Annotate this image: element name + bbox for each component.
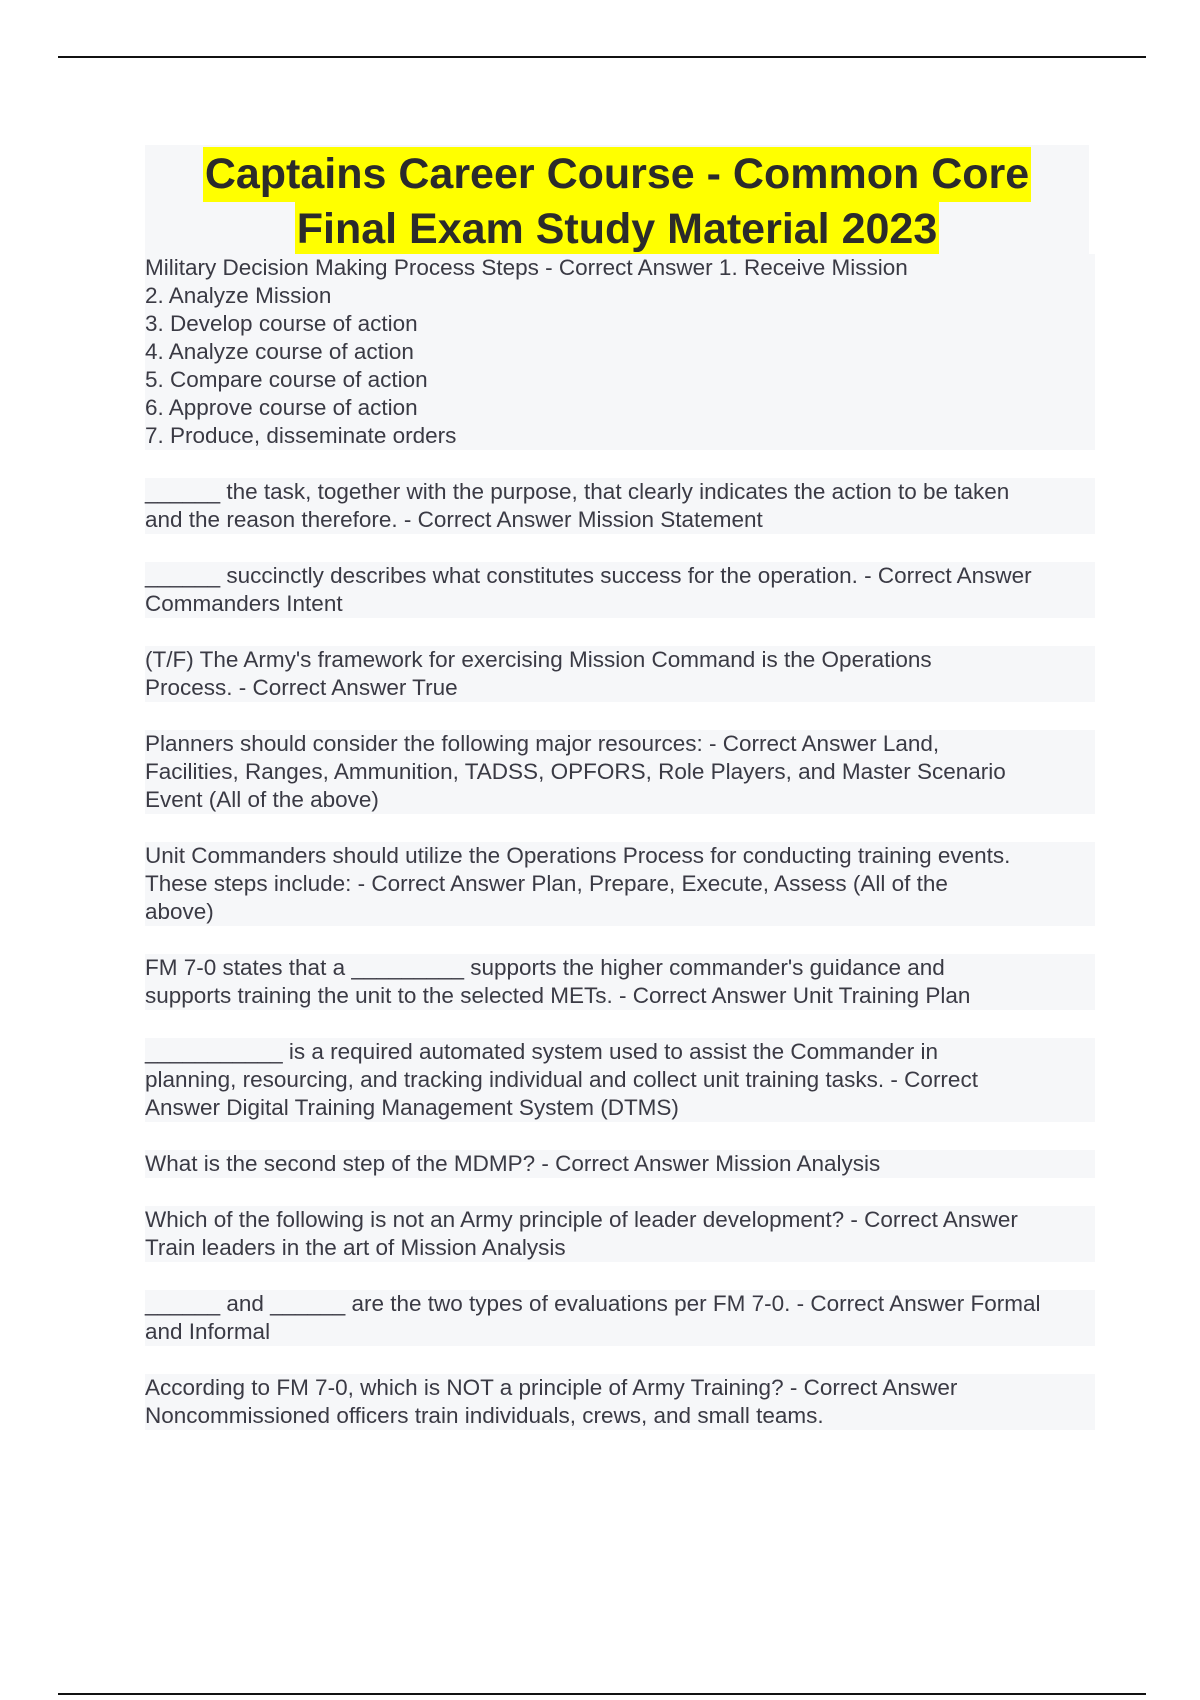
title-line-2: Final Exam Study Material 2023	[295, 202, 940, 257]
header-rule	[58, 56, 1146, 58]
qa-entry: Planners should consider the following major resources: - Correct Answer Land, Facilities, Ranges, Ammunition, TADSS, OPFORS, Role Players, and Master Scenario Event (All of the above)	[145, 730, 1095, 814]
qa-entry: FM 7-0 states that a _________ supports the higher commander's guidance and supports training the unit to the selected METs. - Correct Answer Unit Training Plan	[145, 954, 1095, 1010]
qa-entry: ______ and ______ are the two types of evaluations per FM 7-0. - Correct Answer Formal and Informal	[145, 1290, 1095, 1346]
qa-entry: What is the second step of the MDMP? - Correct Answer Mission Analysis	[145, 1150, 1095, 1178]
qa-entry: ___________ is a required automated system used to assist the Commander in planning, resourcing, and tracking individual and collect unit training tasks. - Correct Answer Digital Training Management System (DTMS)	[145, 1038, 1095, 1122]
qa-entry: According to FM 7-0, which is NOT a principle of Army Training? - Correct Answer Noncommissioned officers train individuals, crews, and small teams.	[145, 1374, 1095, 1430]
qa-entry: ______ the task, together with the purpose, that clearly indicates the action to be taken and the reason therefore. - Correct Answer Mission Statement	[145, 478, 1095, 534]
qa-entry: Unit Commanders should utilize the Operations Process for conducting training events. These steps include: - Correct Answer Plan, Prepare, Execute, Assess (All of the above)	[145, 842, 1095, 926]
footer-rule	[58, 1693, 1146, 1695]
qa-entry: (T/F) The Army's framework for exercising Mission Command is the Operations Process. - Correct Answer True	[145, 646, 1095, 702]
document-title	[145, 145, 1089, 257]
qa-entry: Military Decision Making Process Steps - Correct Answer 1. Receive Mission 2. Analyze Mission 3. Develop course of action 4. Analyze course of action 5. Compare course of action 6. Approve course of action 7. Produce, disseminate orders	[145, 254, 1095, 450]
qa-entry: Which of the following is not an Army principle of leader development? - Correct Answer Train leaders in the art of Mission Analysis	[145, 1206, 1095, 1262]
title-line-1: Captains Career Course - Common Core	[203, 147, 1031, 202]
study-content	[145, 254, 1095, 1458]
qa-entry: ______ succinctly describes what constitutes success for the operation. - Correct Answer Commanders Intent	[145, 562, 1095, 618]
